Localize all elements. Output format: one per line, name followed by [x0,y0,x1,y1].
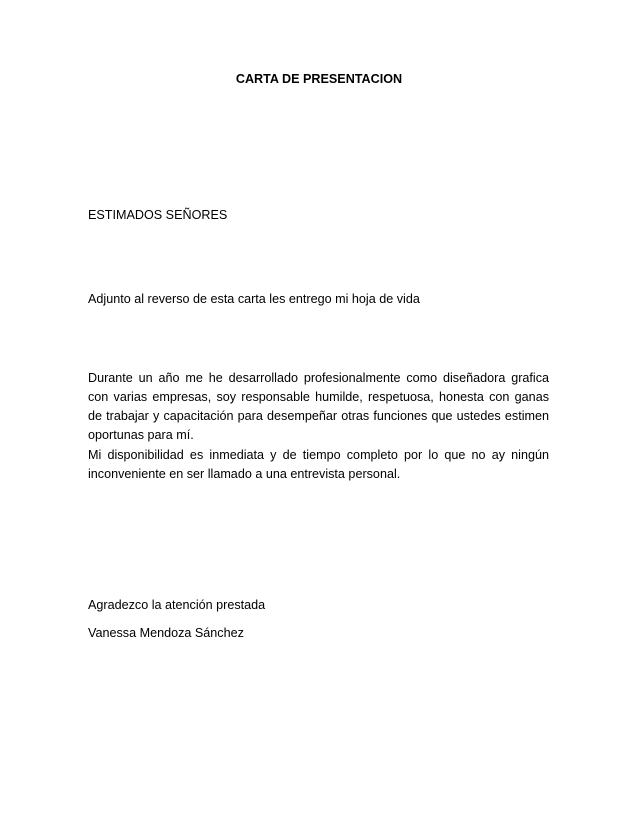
body-paragraph-experience: Durante un año me he desarrollado profesionalmente como diseñadora grafica con varias empresas, soy responsable humilde, respetuosa, honesta con ganas de trabajar y capacitación para desempeñar otras funciones que ustedes estimen oportunas para mí. [88,371,549,442]
signature-name: Vanessa Mendoza Sánchez [88,626,244,640]
closing-line: Agradezco la atención prestada [88,598,266,612]
intro-line: Adjunto al reverso de esta carta les entrego mi hoja de vida [88,292,420,306]
salutation: ESTIMADOS SEÑORES [88,208,228,222]
document-title: CARTA DE PRESENTACION [235,72,403,86]
body-paragraph-availability: Mi disponibilidad es inmediata y de tiempo completo por lo que no ay ningún inconveniente en ser llamado a una entrevista personal. [88,448,549,481]
